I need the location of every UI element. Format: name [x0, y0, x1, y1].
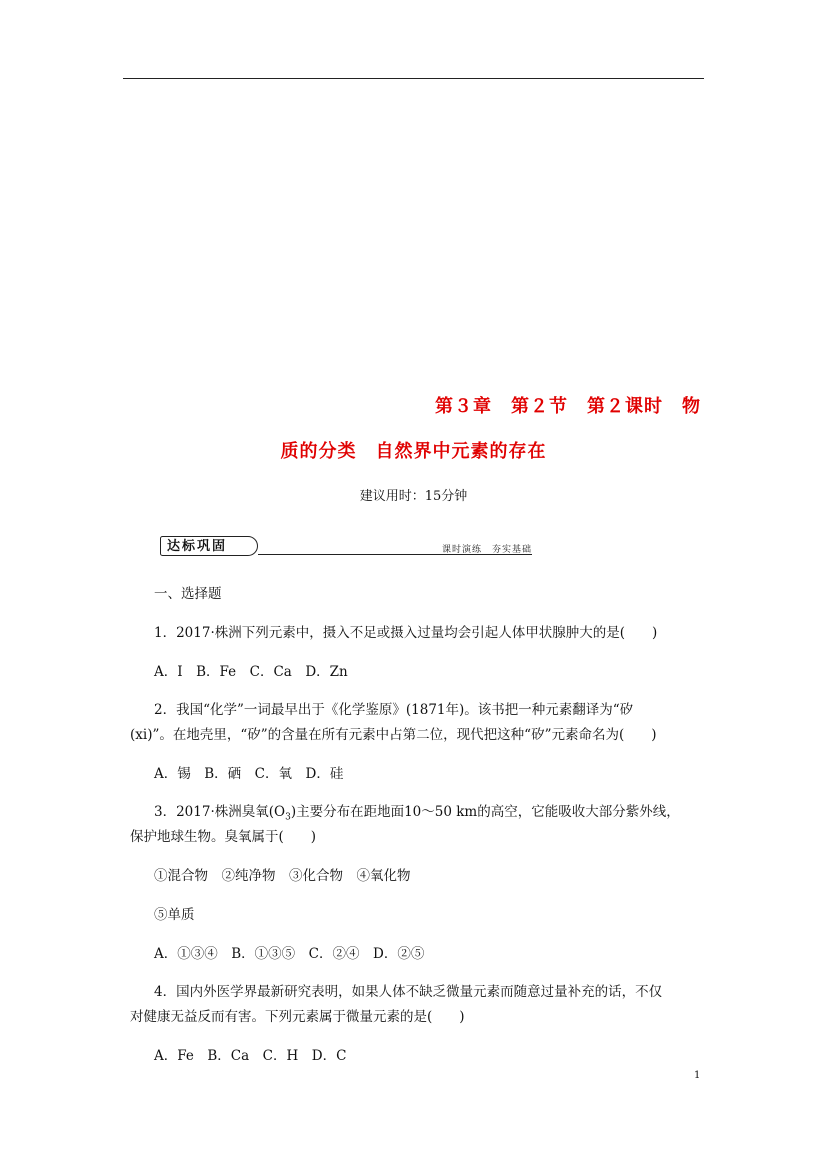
q3-text-b: )主要分布在距地面10～50 km的高空，它能吸收大部分紫外线， [290, 804, 680, 820]
question-2-stem-line1: 2．我国“化学”一词最早出于《化学鉴原》(1871年)。该书把一种元素翻译为“矽 [154, 702, 634, 718]
question-3-stem-line1 [154, 800, 680, 823]
q3-text-a: 3．2017·株洲臭氧(O [154, 804, 286, 820]
question-2-stem-line2: (xi)”。在地壳里，“矽”的含量在所有元素中占第二位，现代把这种“矽”元素命名为( ) [130, 727, 657, 743]
question-3-stem-line2: 保护地球生物。臭氧属于( ) [130, 829, 317, 845]
question-3-choices-line1: ①混合物 ②纯净物 ③化合物 ④氧化物 [154, 868, 411, 884]
section-banner [160, 533, 532, 559]
banner-tab-label: 达标巩固 [160, 536, 258, 556]
page-number: 1 [694, 1070, 701, 1081]
question-1-options: A．I B．Fe C．Ca D．Zn [154, 664, 348, 680]
question-3-options: A．①③④ B．①③⑤ C．②④ D．②⑤ [154, 946, 425, 962]
question-4-stem-line2: 对健康无益反而有害。下列元素属于微量元素的是( ) [130, 1009, 465, 1025]
question-1-stem: 1．2017·株洲下列元素中，摄入不足或摄入过量均会引起人体甲状腺肿大的是( ) [154, 625, 658, 641]
banner-subtitle: 课时演练 夯实基础 [441, 545, 532, 555]
question-3-choices-line2: ⑤单质 [154, 907, 195, 923]
lesson-title-line1: 第３章 第２节 第２课时 物 [435, 396, 701, 417]
question-2-options: A．锡 B．硒 C．氧 D．硅 [154, 766, 344, 782]
lesson-title-line2: 质的分类 自然界中元素的存在 [280, 441, 547, 462]
section-heading: 一、选择题 [154, 586, 222, 602]
question-4-stem-line1: 4．国内外医学界最新研究表明，如果人体不缺乏微量元素而随意过量补充的话，不仅 [154, 984, 663, 1000]
question-4-options: A．Fe B．Ca C．H D．C [154, 1048, 347, 1064]
suggested-time: 建议用时：15分钟 [359, 489, 468, 504]
q3-subscript: 3 [285, 812, 291, 823]
header-rule [123, 78, 704, 79]
